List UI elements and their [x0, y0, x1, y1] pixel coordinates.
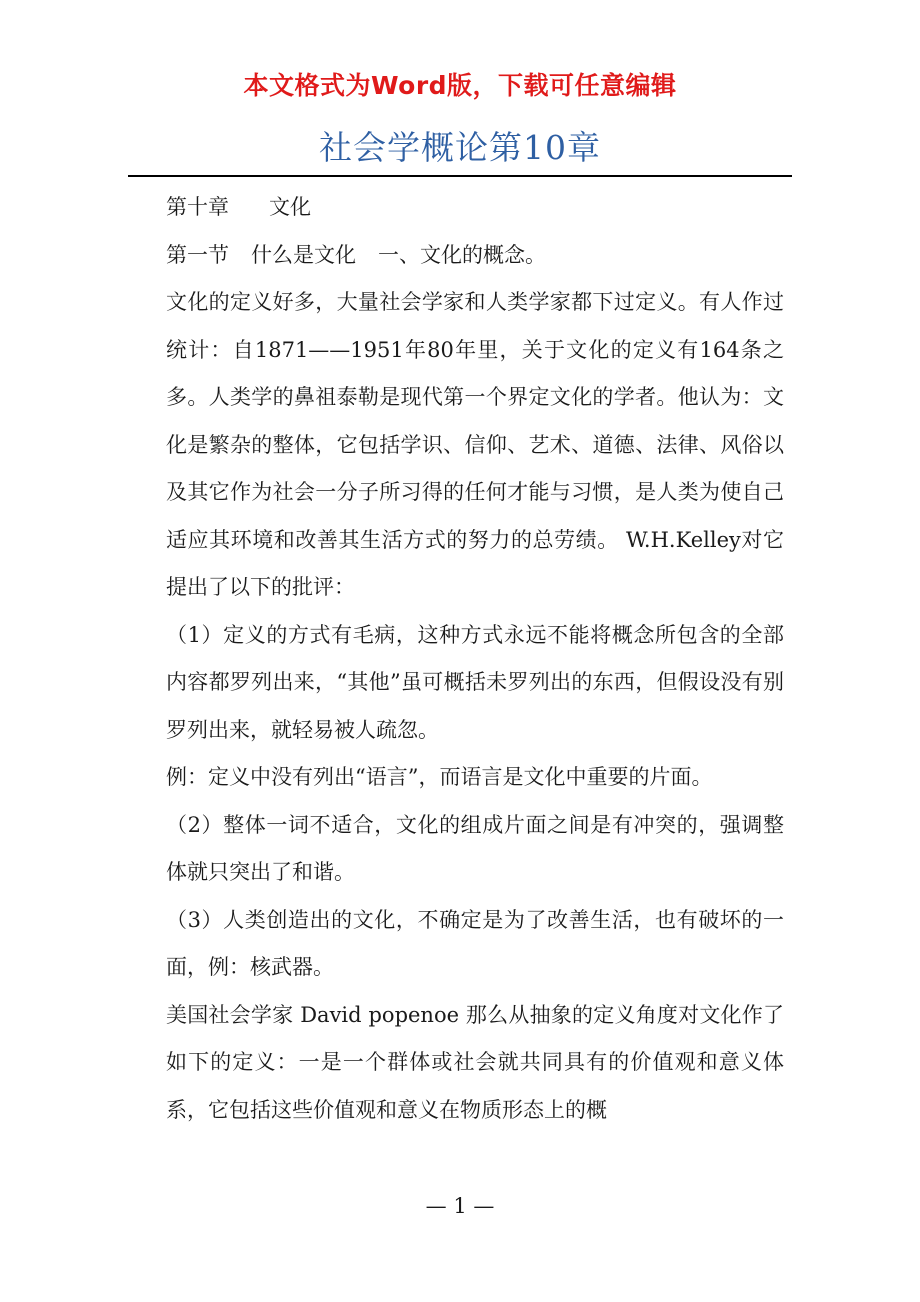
paragraph: 美国社会学家 David popenoe 那么从抽象的定义角度对文化作了如下的定义：一是一个群体或社会就共同具有的价值观和意义体系，它包括这些价值观和意义在物质形态上的概 — [166, 1002, 784, 1122]
section-number: 第一节 — [166, 242, 229, 267]
document-body — [140, 184, 784, 1134]
chapter-name: 文化 — [269, 195, 311, 219]
paragraph: 文化的定义好多，大量社会学家和人类学家都下过定义。有人作过统计：自1871——1951年80年里，关于文化的定义有164条之多。人类学的鼻祖泰勒是现代第一个界定文化的学者。他认为：文化是繁杂的整体，它包括学识、信仰、艺术、道德、法律、风俗以及其它作为社会一分子所习得的任何才能与习惯，是人类为使自己适应其环境和改善其生活方式的努力的总劳绩。 W.H.Kelley对它提出了以下的批评： — [166, 290, 784, 599]
section-subheading: 一、文化的概念。 — [378, 242, 546, 267]
paragraph: （1）定义的方式有毛病，这种方式永远不能将概念所包含的全部内容都罗列出来，“其他”虽可概括未罗列出的东西，但假设没有别罗列出来，就轻易被人疏忽。 — [166, 622, 784, 742]
chapter-heading — [140, 184, 784, 232]
paragraph: （3）人类创造出的文化，不确定是为了改善生活，也有破坏的一面，例：核武器。 — [166, 907, 784, 979]
paragraph: （2）整体一词不适合，文化的组成片面之间是有冲突的，强调整体就只突出了和谐。 — [166, 812, 784, 884]
chapter-number: 第十章 — [166, 195, 229, 219]
document-title: 社会学概论第10章 — [319, 128, 601, 167]
page-number: — 1 — — [425, 1194, 495, 1218]
section-heading — [140, 232, 784, 280]
section-name: 什么是文化 — [251, 242, 356, 267]
title-divider — [128, 175, 792, 177]
download-banner: 本文格式为Word版，下载可任意编辑 — [243, 71, 677, 100]
paragraph: 例：定义中没有列出“语言”，而语言是文化中重要的片面。 — [166, 765, 713, 789]
